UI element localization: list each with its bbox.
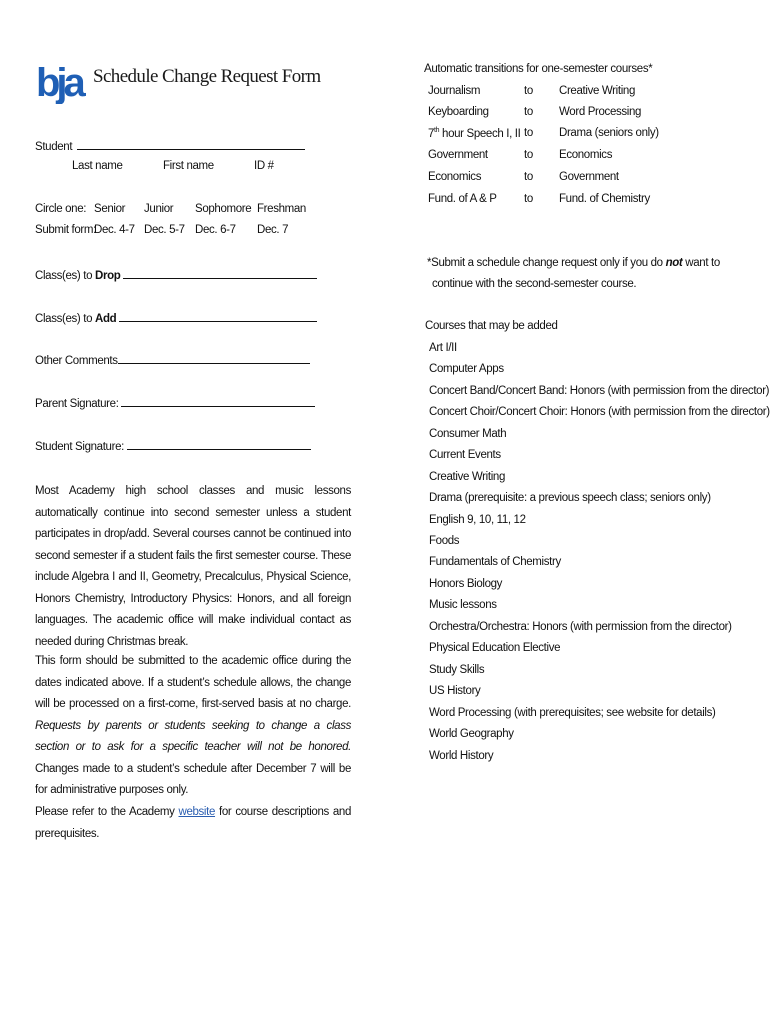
paragraph-submission-italic: Requests by parents or students seeking to change a class section or to ask for a specific teacher will not be honored.	[35, 719, 351, 753]
transition-from: 7th hour Speech I, II	[428, 127, 521, 140]
course-item: Current Events	[429, 449, 501, 461]
parent-signature-label: Parent Signature:	[35, 398, 119, 410]
drop-label-bold: Drop	[95, 270, 121, 282]
transition-to: to	[524, 106, 533, 118]
transitions-title: Automatic transitions for one-semester courses*	[424, 63, 653, 75]
transition-from: Fund. of A & P	[428, 193, 497, 205]
courses-title: Courses that may be added	[425, 320, 558, 332]
course-item: Orchestra/Orchestra: Honors (with permission from the director)	[429, 621, 732, 633]
course-item: Concert Band/Concert Band: Honors (with permission from the director)	[429, 385, 770, 397]
parent-signature-field	[35, 396, 315, 410]
parent-signature-line[interactable]	[121, 396, 315, 407]
date-sophomore: Dec. 6-7	[195, 224, 236, 236]
other-comments-label: Other Comments	[35, 355, 118, 367]
transition-from: Economics	[428, 171, 482, 183]
note-not-emphasis: not	[665, 257, 683, 269]
course-item: US History	[429, 685, 481, 697]
grade-sophomore[interactable]: Sophomore	[195, 203, 252, 215]
course-item: English 9, 10, 11, 12	[429, 514, 526, 526]
paragraph-continuation: Most Academy high school classes and music lessons automatically continue into second semester unless a student participates in drop/add. Several courses cannot be continued into second semester if a student fails the first semester course. These include Algebra I and II, Geometry, Precalculus, Physical Science, Honors Chemistry, Introductory Physics: Honors, and all foreign languages. The academic office will make individual contact as needed during Christmas break.	[35, 485, 351, 648]
course-item: Fundamentals of Chemistry	[429, 556, 561, 568]
drop-label: Class(es) to	[35, 270, 95, 282]
course-item: Consumer Math	[429, 428, 507, 440]
course-item: Word Processing (with prerequisites; see website for details)	[429, 707, 716, 719]
course-item: Computer Apps	[429, 363, 504, 375]
bja-logo-icon	[36, 60, 86, 104]
paragraph-submission-a: This form should be submitted to the academic office during the dates indicated above. If a student’s schedule allows, the change will be processed on a first-come, first-served basis at no charge.	[35, 655, 351, 710]
transition-target: Drama (seniors only)	[559, 127, 659, 139]
student-signature-field	[35, 439, 311, 453]
student-signature-label: Student Signature:	[35, 441, 124, 453]
add-field	[35, 311, 317, 325]
course-item: Music lessons	[429, 599, 497, 611]
submit-note-line1: *Submit a schedule change request only if you do not want to	[427, 257, 720, 269]
submit-note-line2: continue with the second-semester course.	[432, 278, 637, 290]
drop-field	[35, 268, 317, 282]
student-input-line[interactable]	[77, 139, 305, 150]
grade-freshman[interactable]: Freshman	[257, 203, 306, 215]
circle-one-label: Circle one:	[35, 203, 87, 215]
id-label: ID #	[254, 160, 274, 172]
other-comments-field	[35, 353, 310, 367]
transition-target: Fund. of Chemistry	[559, 193, 650, 205]
student-row	[35, 139, 305, 153]
school-logo	[36, 60, 86, 104]
paragraph-website-a: Please refer to the Academy	[35, 806, 179, 818]
paragraph-submission	[35, 651, 351, 802]
date-junior: Dec. 5-7	[144, 224, 185, 236]
paragraph-website-b: for course descriptions and prerequisites.	[35, 806, 351, 840]
add-label-bold: Add	[95, 313, 117, 325]
course-item: Foods	[429, 535, 460, 547]
date-freshman: Dec. 7	[257, 224, 289, 236]
transition-to: to	[524, 149, 533, 161]
course-item: Creative Writing	[429, 471, 505, 483]
course-item: World Geography	[429, 728, 514, 740]
course-item: Study Skills	[429, 664, 485, 676]
last-name-label: Last name	[72, 160, 123, 172]
transition-to: to	[524, 127, 533, 139]
paragraph-website	[35, 802, 351, 845]
logo-text: bja	[36, 61, 82, 104]
form-title: Schedule Change Request Form	[93, 66, 321, 87]
grade-senior[interactable]: Senior	[94, 203, 126, 215]
course-item: Drama (prerequisite: a previous speech class; seniors only)	[429, 492, 711, 504]
transition-target: Government	[559, 171, 619, 183]
drop-input-line[interactable]	[123, 268, 317, 279]
add-label: Class(es) to	[35, 313, 95, 325]
course-item: Concert Choir/Concert Choir: Honors (with permission from the director)	[429, 406, 770, 418]
transition-from: Keyboarding	[428, 106, 489, 118]
course-item: Art I/II	[429, 342, 457, 354]
transition-to: to	[524, 85, 533, 97]
transition-to: to	[524, 171, 533, 183]
paragraph-submission-b: Changes made to a student’s schedule after December 7 will be for administrative purposes only.	[35, 762, 351, 796]
student-signature-line[interactable]	[127, 439, 311, 450]
transition-from: Government	[428, 149, 488, 161]
transition-target: Word Processing	[559, 106, 642, 118]
transition-target: Economics	[559, 149, 613, 161]
other-comments-input-line[interactable]	[118, 353, 310, 364]
course-item: Honors Biology	[429, 578, 503, 590]
transition-to: to	[524, 193, 533, 205]
transition-from: Journalism	[428, 85, 481, 97]
course-item: World History	[429, 750, 494, 762]
student-label: Student	[35, 141, 73, 153]
website-link[interactable]: website	[178, 806, 216, 818]
grade-junior[interactable]: Junior	[144, 203, 174, 215]
transition-target: Creative Writing	[559, 85, 635, 97]
date-senior: Dec. 4-7	[94, 224, 135, 236]
submit-form-label: Submit form:	[35, 224, 96, 236]
course-item: Physical Education Elective	[429, 642, 561, 654]
add-input-line[interactable]	[119, 311, 317, 322]
first-name-label: First name	[163, 160, 214, 172]
